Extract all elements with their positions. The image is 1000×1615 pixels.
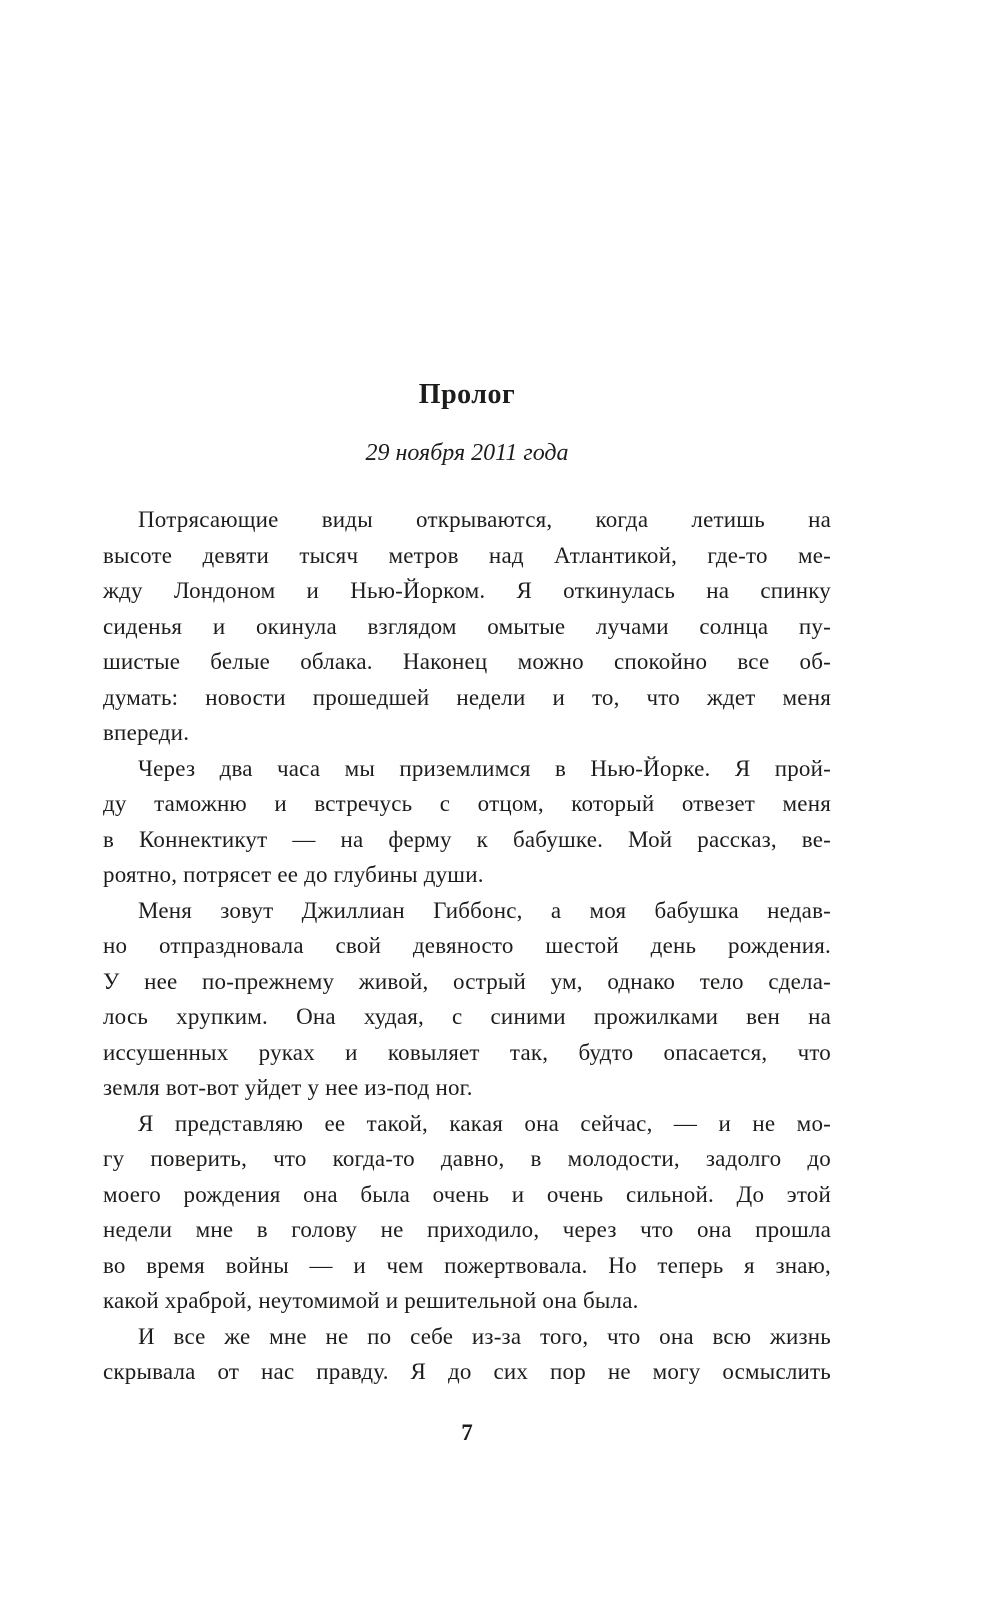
chapter-dateline: 29 ноября 2011 года bbox=[365, 440, 569, 466]
text-line: моего рождения она была очень и очень сильной. До этой bbox=[103, 1181, 831, 1207]
paragraph bbox=[103, 893, 831, 1106]
text-line: скрывала от нас правду. Я до сих пор не могу осмыслить bbox=[103, 1359, 831, 1384]
paragraph bbox=[103, 502, 831, 751]
text-line: сиденья и окинула взглядом омытые лучами солнца пу- bbox=[103, 613, 831, 639]
text-line: недели мне в голову не приходило, через что она прошла bbox=[103, 1217, 831, 1242]
text-line: во время войны — и чем пожертвовала. Но теперь я знаю, bbox=[103, 1252, 831, 1278]
page-content bbox=[103, 0, 831, 1390]
text-line: Через два часа мы приземлимся в Нью-Йорке. Я прой- bbox=[138, 755, 831, 781]
text-line: какой храброй, неутомимой и решительной она была. bbox=[103, 1288, 639, 1313]
text-line: земля вот-вот уйдет у нее из-под ног. bbox=[103, 1075, 473, 1100]
paragraph bbox=[103, 1106, 831, 1319]
text-line: впереди. bbox=[103, 720, 190, 745]
text-line: ду таможню и встречусь с отцом, который отвезет меня bbox=[103, 791, 831, 816]
text-line: лось хрупким. Она худая, с синими прожилками вен на bbox=[103, 1004, 831, 1029]
paragraph bbox=[103, 1319, 831, 1390]
text-line: иссушенных руках и ковыляет так, будто опасается, что bbox=[103, 1039, 831, 1065]
text-line: У нее по-прежнему живой, острый ум, однако тело сдела- bbox=[103, 968, 831, 994]
text-line: в Коннектикут — на ферму к бабушке. Мой рассказ, ве- bbox=[103, 826, 831, 852]
body-text bbox=[103, 502, 831, 1390]
page-number: 7 bbox=[461, 1420, 473, 1445]
paragraph bbox=[103, 751, 831, 893]
text-line: думать: новости прошедшей недели и то, что ждет меня bbox=[103, 684, 831, 710]
text-line: но отпраздновала свой девяносто шестой день рождения. bbox=[103, 933, 831, 958]
chapter-title: Пролог bbox=[418, 379, 516, 410]
text-line: И все же мне не по себе из-за того, что она всю жизнь bbox=[138, 1323, 831, 1349]
text-line: роятно, потрясет ее до глубины души. bbox=[103, 862, 484, 887]
text-line: шистые белые облака. Наконец можно спокойно все об- bbox=[103, 649, 831, 674]
text-line: гу поверить, что когда-то давно, в молодости, задолго до bbox=[103, 1146, 831, 1171]
text-line: жду Лондоном и Нью-Йорком. Я откинулась на спинку bbox=[103, 578, 831, 603]
text-line: Потрясающие виды открываются, когда летишь на bbox=[138, 507, 831, 532]
text-line: Я представляю ее такой, какая она сейчас, — и не мо- bbox=[138, 1110, 831, 1136]
text-line: Меня зовут Джиллиан Гиббонс, а моя бабушка недав- bbox=[138, 897, 831, 923]
text-line: высоте девяти тысяч метров над Атлантикой, где-то ме- bbox=[103, 542, 831, 568]
